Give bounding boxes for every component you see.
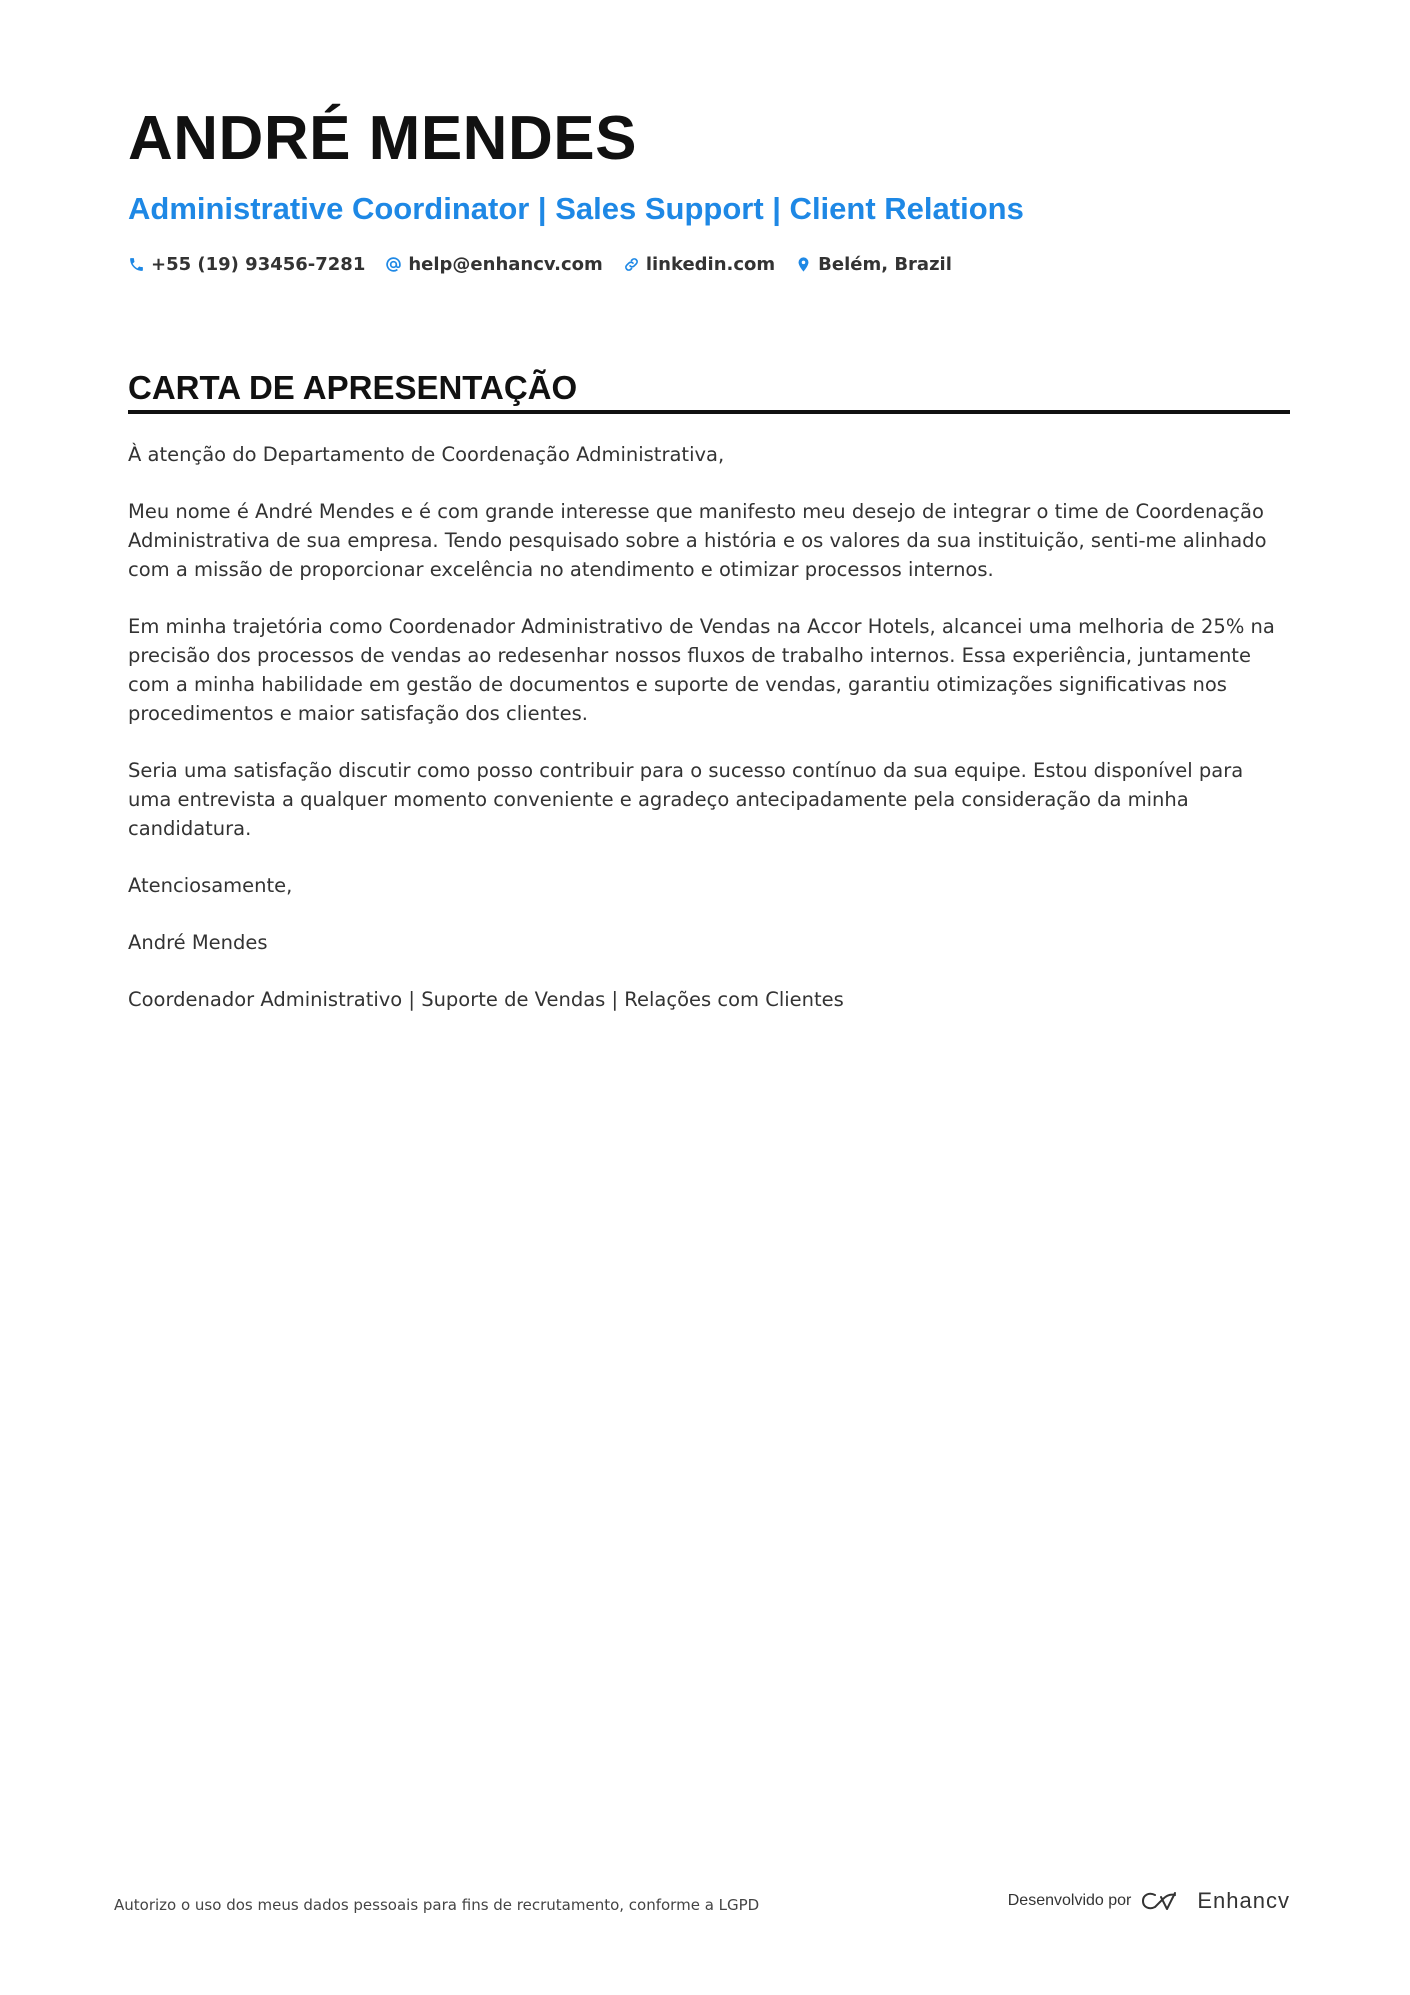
candidate-name: ANDRÉ MENDES (128, 104, 637, 173)
contact-phone (128, 254, 365, 275)
letter-paragraph: Seria uma satisfação discutir como posso contribuir para o sucesso contínuo da sua equipe. Estou disponível para uma entrevista a qualquer momento conveniente e agradeço antecipadamente pela consideração da minha candidatura. (128, 759, 1244, 840)
powered-by[interactable] (1008, 1888, 1290, 1914)
candidate-headline: Administrative Coordinator | Sales Support | Client Relations (128, 191, 1024, 226)
letter-body (128, 440, 1290, 1042)
link-icon (623, 256, 640, 273)
enhancv-brand-name: Enhancv (1197, 1888, 1290, 1913)
signature-name: André Mendes (128, 931, 268, 954)
letter-paragraph: Meu nome é André Mendes e é com grande interesse que manifesto meu desejo de integrar o time de Coordenação Administrativa de sua empresa. Tendo pesquisado sobre a história e os valores da sua instituição, senti-me alinhado com a missão de proporcionar excelência no atendimento e otimizar processos internos. (128, 500, 1267, 581)
at-icon (385, 256, 402, 273)
letter-salutation: À atenção do Departamento de Coordenação Administrativa, (128, 443, 725, 466)
phone-text: +55 (19) 93456-7281 (151, 254, 366, 275)
letter-closing: Atenciosamente, (128, 874, 293, 897)
section-title: CARTA DE APRESENTAÇÃO (128, 368, 1290, 414)
linkedin-text[interactable]: linkedin.com (645, 254, 776, 275)
consent-note: Autorizo o uso dos meus dados pessoais para fins de recrutamento, conforme a LGPD (114, 1896, 760, 1914)
contact-info (128, 254, 952, 275)
contact-location (795, 254, 952, 275)
signature-title: Coordenador Administrativo | Suporte de Vendas | Relações com Clientes (128, 988, 844, 1011)
enhancv-logo-icon (1141, 1889, 1187, 1913)
powered-by-label: Desenvolvido por (1007, 1892, 1132, 1909)
contact-linkedin[interactable] (623, 254, 775, 275)
contact-email[interactable] (385, 254, 602, 275)
letter-paragraph: Em minha trajetória como Coordenador Administrativo de Vendas na Accor Hotels, alcancei uma melhoria de 25% na precisão dos processos de vendas ao redesenhar nossos fluxos de trabalho internos. Essa experiência, juntamente com a minha habilidade em gestão de documentos e suporte de vendas, garantiu otimizações significativas nos procedimentos e maior satisfação dos clientes. (128, 615, 1275, 725)
phone-icon (128, 256, 145, 273)
email-text[interactable]: help@enhancv.com (408, 254, 603, 275)
location-pin-icon (795, 256, 812, 273)
location-text: Belém, Brazil (818, 254, 952, 275)
